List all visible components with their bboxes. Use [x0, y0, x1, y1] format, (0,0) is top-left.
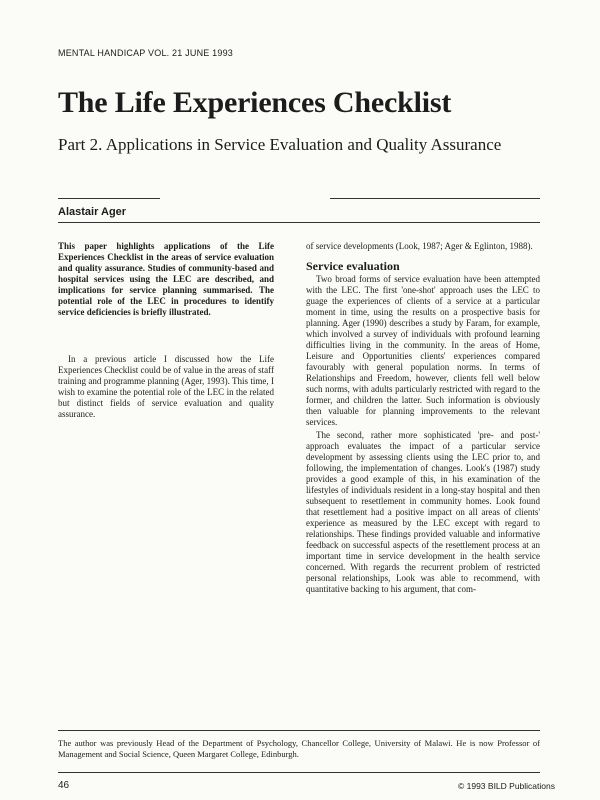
copyright-notice: © 1993 BILD Publications [458, 781, 555, 791]
section-heading: Service evaluation [306, 259, 400, 273]
right-column [306, 241, 540, 597]
title-rule-left [58, 198, 160, 199]
footer-rule [58, 772, 540, 773]
left-column-body [58, 354, 274, 422]
journal-header: MENTAL HANDICAP VOL. 21 JUNE 1993 [58, 48, 233, 58]
abstract: This paper highlights applications of the Life Experiences Checklist in the areas of service evaluation and quality assurance. Studies of community-based and hospital services using the LEC are described, and implications for service planning summarised. The potential role of the LEC in procedures to identify service deficiencies is briefly illustrated. [58, 241, 274, 317]
body-paragraph: In a previous article I discussed how the Life Experiences Checklist could be of value in the areas of staff training and programme planning (Ager, 1993). This time, I wish to examine the potential role of the LEC in the related but distinct fields of service evaluation and quality assurance. [58, 354, 274, 419]
article-subtitle: Part 2. Applications in Service Evaluation and Quality Assurance [58, 135, 502, 154]
author-name: Alastair Ager [58, 206, 127, 218]
footnote-rule [58, 730, 540, 731]
body-paragraph: The second, rather more sophisticated 'pre- and post-' approach evaluates the impact of a particular service development by assessing clients using the LEC prior to, and following, the implementation of changes. Look's (1987) study provides a good example of this, in his examination of the lifestyles of individuals resident in a long-stay hospital and then subsequent to resettlement in community homes. Look found that resettlement had a positive impact on all areas of clients' experience as measured by the LEC except with regard to relationships. These findings provided valuable and informative feedback on successful aspects of the resettlement process at an important time in service development in the health service concerned. With regards the recurrent problem of restricted personal relationships, Look was able to recommend, with quantitative backing to his argument, that com- [306, 430, 540, 594]
footnote: The author was previously Head of the Department of Psychology, Chancellor College, University of Malawi. He is now Professor of Management and Social Science, Queen Margaret College, Edinburgh. [58, 738, 540, 759]
author-rule [58, 222, 540, 223]
body-paragraph: Two broad forms of service evaluation have been attempted with the LEC. The first 'one-shot' approach uses the LEC to guage the experiences of clients of a service at a particular moment in time, using the results on a prospective basis for planning. Ager (1990) describes a study by Faram, for example, which involved a survey of individuals with profound learning difficulties living in the community. In the areas of Home, Leisure and Opportunities clients' experiences compared favourably with general population norms. In terms of Relationships and Freedom, however, clients fell well below such norms, with adults particularly restricted with regard to the former, and children the latter. Such information is obviously then valuable for planning improvements to the relevant services. [306, 274, 540, 427]
title-rule-right [330, 198, 540, 199]
body-paragraph: of service developments (Look, 1987; Ager & Eglinton, 1988). [306, 241, 533, 251]
page-number: 46 [58, 780, 70, 791]
article-title: The Life Experiences Checklist [58, 86, 452, 119]
